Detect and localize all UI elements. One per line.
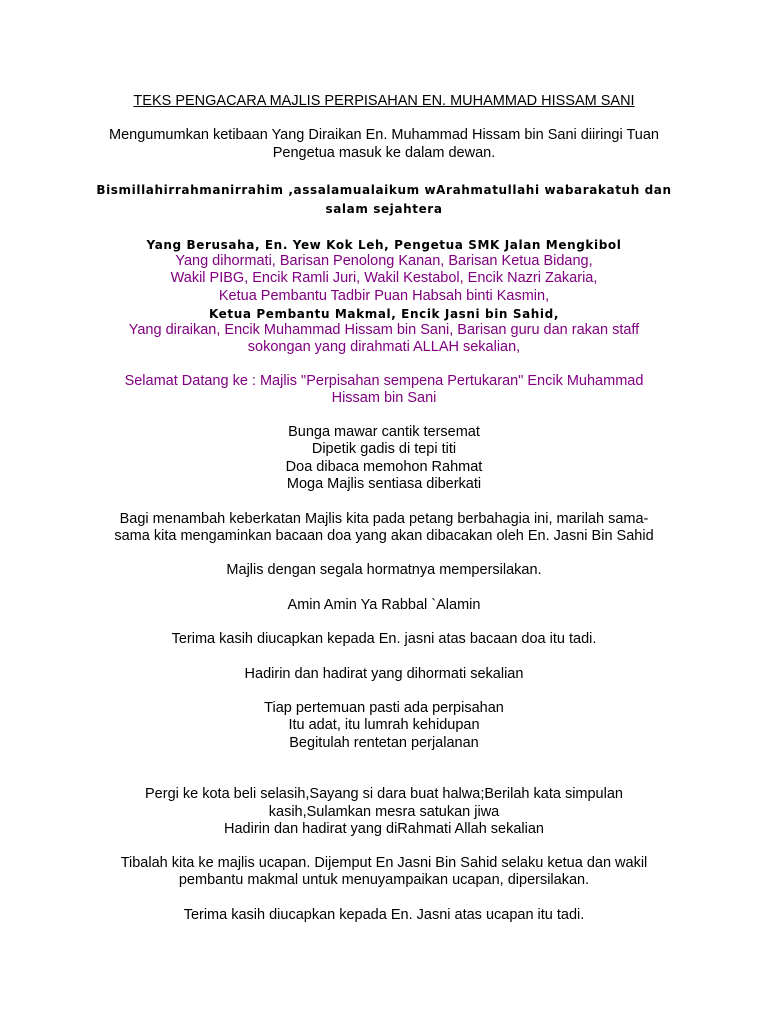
document-title: TEKS PENGACARA MAJLIS PERPISAHAN EN. MUHAMMAD HISSAM SANI <box>133 93 635 109</box>
pantun-2-line-2: kasih,Sulamkan mesra satukan jiwa <box>268 804 500 820</box>
verse-line-3: Begitulah rentetan perjalanan <box>289 735 479 751</box>
salutation-lab-head: Ketua Pembantu Makmal, Encik Jasni bin Sahid, <box>208 307 559 321</box>
pantun-2-line-1: Pergi ke kota beli selasih,Sayang si dara buat halwa;Berilah kata simpulan <box>145 786 623 802</box>
speech-call-line-2: pembantu makmal untuk menuyampaikan ucapan, dipersilakan. <box>178 872 590 888</box>
thanks-doa-line: Terima kasih diucapkan kepada En. jasni atas bacaan doa itu tadi. <box>171 631 597 647</box>
announce-line-2: Pengetua masuk ke dalam dewan. <box>272 145 496 161</box>
pantun-1-line-2: Dipetik gadis di tepi titi <box>311 441 457 457</box>
invite-line: Majlis dengan segala hormatnya mempersilakan. <box>226 562 542 578</box>
salutation-principal: Yang Berusaha, En. Yew Kok Leh, Pengetua SMK Jalan Mengkibol <box>146 238 622 252</box>
speech-call-line-1: Tibalah kita ke majlis ucapan. Dijemput En Jasni Bin Sahid selaku ketua dan wakil <box>120 855 648 871</box>
salutation-honoree-line-1: Yang diraikan, Encik Muhammad Hissam bin Sani, Barisan guru dan rakan staff <box>128 322 640 338</box>
doa-intro-line-2: sama kita mengaminkan bacaan doa yang akan dibacakan oleh En. Jasni Bin Sahid <box>114 528 654 544</box>
announce-line-1: Mengumumkan ketibaan Yang Diraikan En. Muhammad Hissam bin Sani diiringi Tuan <box>109 127 659 143</box>
salutation-line-1: Yang dihormati, Barisan Penolong Kanan, Barisan Ketua Bidang, <box>175 253 593 269</box>
hadirin-line: Hadirin dan hadirat yang dihormati sekalian <box>244 666 524 682</box>
doa-intro-line-1: Bagi menambah keberkatan Majlis kita pada petang berbahagia ini, marilah sama- <box>119 511 649 527</box>
pantun-1-line-4: Moga Majlis sentiasa diberkati <box>286 476 482 492</box>
verse-line-2: Itu adat, itu lumrah kehidupan <box>288 717 480 733</box>
thanks-speech-line: Terima kasih diucapkan kepada En. Jasni atas ucapan itu tadi. <box>183 907 585 923</box>
verse-line-1: Tiap pertemuan pasti ada perpisahan <box>264 700 504 716</box>
salutation-honoree-line-2: sokongan yang dirahmati ALLAH sekalian, <box>247 339 521 355</box>
opening-line-1: Bismillahirrahmanirrahim ,assalamualaikum wArahmatullahi wabarakatuh dan <box>96 183 672 197</box>
pantun-1-line-1: Bunga mawar cantik tersemat <box>288 424 480 440</box>
salutation-line-2: Wakil PIBG, Encik Ramli Juri, Wakil Kestabol, Encik Nazri Zakaria, <box>170 270 598 286</box>
salutation-line-3: Ketua Pembantu Tadbir Puan Habsah binti Kasmin, <box>218 288 550 304</box>
welcome-line-2: Hissam bin Sani <box>331 390 437 406</box>
pantun-2-line-3: Hadirin dan hadirat yang diRahmati Allah sekalian <box>224 821 544 837</box>
welcome-line-1: Selamat Datang ke : Majlis "Perpisahan sempena Pertukaran" Encik Muhammad <box>124 373 644 389</box>
opening-line-2: salam sejahtera <box>325 202 443 216</box>
pantun-1-line-3: Doa dibaca memohon Rahmat <box>285 459 483 475</box>
amin-line: Amin Amin Ya Rabbal `Alamin <box>287 597 481 613</box>
